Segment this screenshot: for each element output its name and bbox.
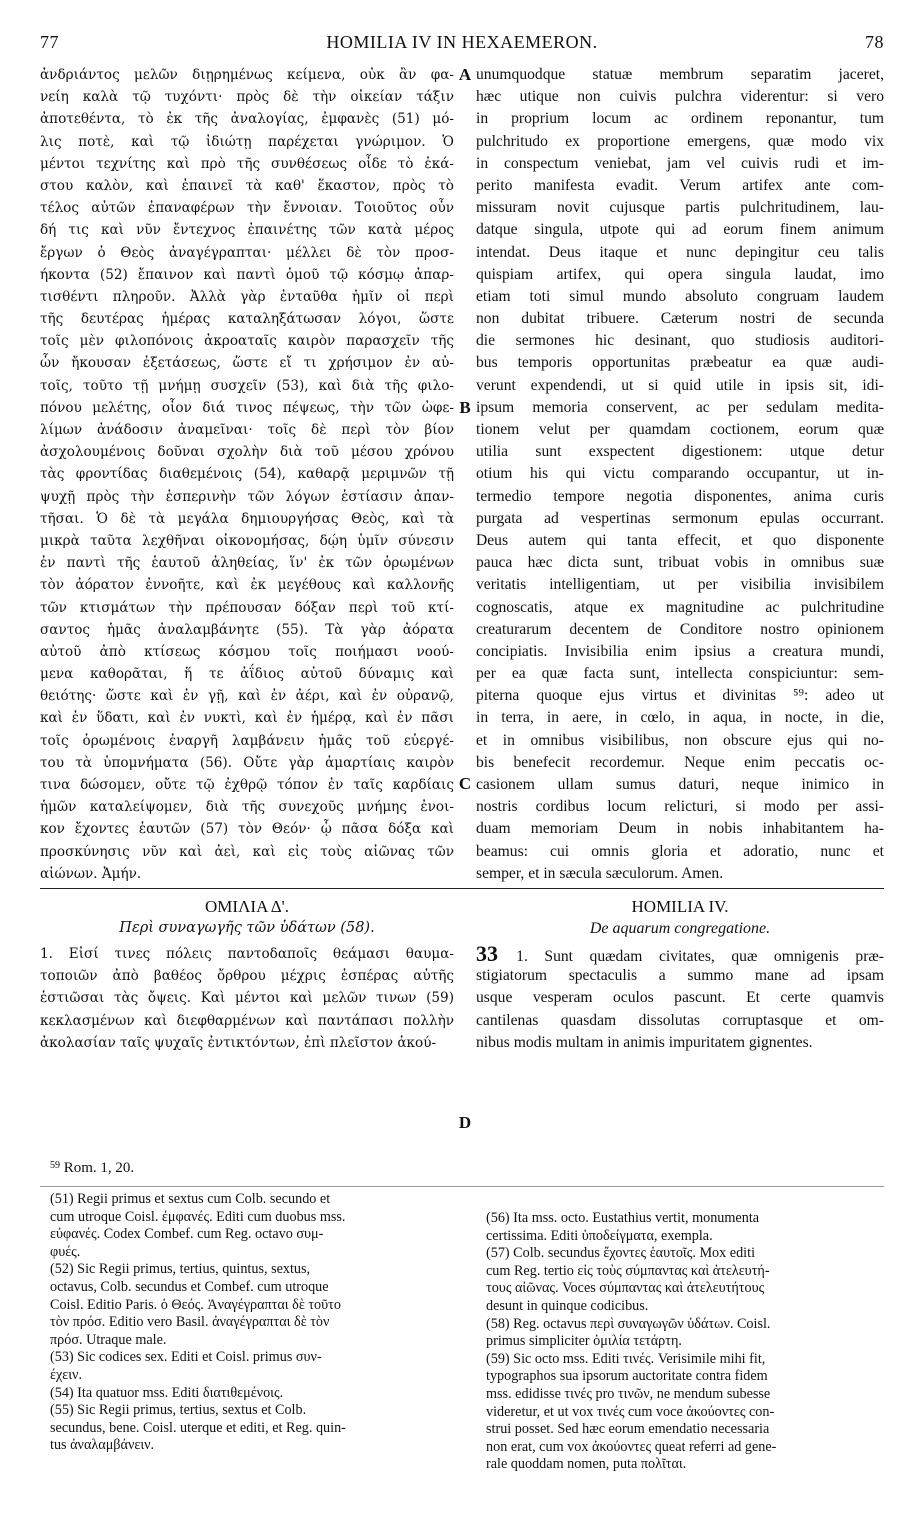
greek-homily-title: ΟΜΙΛΙΑ Δ'. (205, 897, 289, 916)
note-line: non erat, cum vox ἀκούοντες queat referri ad gene- (486, 1438, 777, 1455)
latin-text-line: cognoscatis, atque ex magnitudine ac pulchritudine (476, 598, 884, 616)
greek-text-line: αὐτοῦ ἀπὸ κτίσεως κόσμου τοῖς ποιήμασι νοού- (40, 643, 454, 660)
greek-text-line: τῆς δευτέρας ἡμέρας καταληξάτωσαν λόγοι, ὥστε (40, 311, 454, 328)
note-line: (57) Colb. secundus ἔχοντες ἑαυτοῖς. Mox editi (486, 1245, 756, 1262)
note-line: strui posset. Sed hæc eorum emendatio necessaria (486, 1421, 770, 1438)
latin-text-line: unumquodque statuæ membrum separatim jaceret, (476, 66, 884, 83)
latin-homily-line: usque vesperam oculos pascunt. Et certe quamvis (476, 989, 884, 1007)
greek-text-line: τὸν ἀόρατον ἐννοῆτε, καὶ ἐκ μεγέθους καὶ καλλονῆς (40, 577, 454, 594)
latin-text-line: beamus: cui omnis gloria et adoratio, nunc et (476, 842, 884, 860)
note-line: εὐφανές. Codex Combef. cum Reg. octavo συμ- (50, 1226, 324, 1243)
note-line: τὸν πρόσ. Editio vero Basil. ἀναγέγραπται δὲ τὸν (50, 1314, 330, 1331)
note-line: octavus, Colb. secundus et Combef. cum utroque (50, 1278, 329, 1295)
greek-text-line: κον ἔχοντες ἑαυτῶν (57) τὸν Θεόν· ᾧ πᾶσα δόξα καὶ (40, 821, 454, 838)
greek-text-line: δή τις καὶ νῦν ἔντεχνος ἐπαινέτης τῶν κατὰ μέρος (40, 222, 454, 239)
note-line: cum Reg. tertio εἰς τοὺς σύμπαντας καὶ ἀτελευτή- (486, 1262, 770, 1279)
latin-text-line: intendat. Deus itaque et nunc depingitur ceu talis (476, 243, 884, 261)
greek-text-line: τοῖς, τοῦτο τῇ μνήμῃ συσχεῖν (53), καὶ διὰ τῆς φιλο- (40, 377, 454, 394)
greek-homily-line: 1. Εἰσί τινες πόλεις παντοδαποῖς θεάμασι θαυμα- (40, 946, 454, 962)
latin-text-line: missuram novit cujusque partis pulchritudinem, lau- (476, 199, 884, 217)
note-line: videretur, et ut vox τινές cum voce ἀκούοντες con- (486, 1403, 775, 1420)
section-marker-a: A (458, 65, 472, 84)
greek-text-line: αἰώνων. Ἀμήν. (40, 865, 142, 882)
note-line: cum utroque Coisl. ἐμφανές. Editi cum duobus mss. (50, 1208, 346, 1225)
latin-text-line: datque singula, utpote qui ad eorum finem animum (476, 221, 884, 239)
note-line: τους αἰῶνας. Voces σύμπαντας καὶ ἀτελευτήτους (486, 1280, 765, 1297)
latin-text-line: casionem ullam sumus daturi, neque inimico in (476, 776, 884, 793)
latin-homily-title: HOMILIA IV. (631, 897, 729, 916)
greek-text-line: θειότης· ὥστε καὶ ἐν γῇ, καὶ ἐν ἀέρι, καὶ ἐν οὐρανῷ, (40, 688, 454, 705)
latin-homily-line: stigiatorum spectaculis a summo mane ad ipsam (476, 967, 884, 985)
running-title: HOMILIA IV IN HEXAEMERON. (326, 32, 598, 52)
section-marker-c: C (458, 774, 472, 793)
latin-text-line: concipiatis. Invisibilia enim ipsius a creatura mundi, (476, 642, 884, 660)
page-number-right: 78 (865, 32, 884, 52)
latin-text-line: duam memoriam Deum in nobis inhabitantem ha- (476, 820, 884, 838)
greek-text-line: ἀσχολουμένοις δοῦναι σχολὴν διὰ τοῦ μέσου χρόνου (40, 444, 454, 461)
greek-text-line: μέντοι τεχνίτης καὶ πρὸ τῆς συνθέσεως οἶδε τὸ ἑκά- (40, 155, 454, 172)
notes-divider (40, 1186, 884, 1187)
latin-text-line: otium his qui victu comparando occupantur, ut in- (476, 465, 884, 483)
greek-text-line: τινα δώσομεν, οὔτε τῷ ἐχθρῷ τόπον ἐν ταῖς καρδίαις (40, 777, 454, 793)
greek-homily-line: τοποιῶν ἀπὸ βαθέος ὄρθρου μέχρις ἑσπέρας αὐτῆς (40, 968, 454, 985)
latin-homily-line: cantilenas quasdam dissolutas corruptasque et om- (476, 1011, 884, 1029)
section-marker-b: B (459, 398, 471, 417)
note-line: certissima. Editi ὑποδείγματα, exempla. (486, 1227, 713, 1244)
greek-text-line: του τὰ ὑπομνήματα (56). Οὔτε γὰρ ἁμαρτίαις καιρὸν (40, 754, 454, 771)
note-line: (52) Sic Regii primus, tertius, quintus, sextus, (50, 1261, 311, 1278)
greek-homily-line: ἀκολασίαν ταῖς ψυχαῖς ἐντικτόντων, ἐπὶ πλεῖστον ἀκού- (40, 1034, 437, 1051)
greek-text-line: προσκύνησις νῦν καὶ ἀεὶ, καὶ εἰς τοὺς αἰῶνας τῶν (40, 843, 454, 860)
latin-text-line: nostris cordibus locum relicturi, si modo per assi- (476, 798, 884, 816)
note-line: desunt in quinque codicibus. (486, 1297, 649, 1314)
greek-text-line: μικρὰ ταῦτα λεχθῆναι οἰκονομήσας, δῴη ὑμῖν σύνεσιν (40, 532, 454, 549)
latin-text-line: bus temporis opportunitas præbeatur ea quæ audi- (476, 354, 884, 372)
section-divider (40, 888, 884, 889)
scripture-footnote-text: Rom. 1, 20. (63, 1160, 135, 1176)
note-line: (53) Sic codices sex. Editi et Coisl. primus συν- (50, 1349, 322, 1366)
section-marker-d: D (458, 1113, 472, 1132)
note-line: primus simpliciter ὁμιλία τετάρτη. (486, 1333, 682, 1350)
note-line: (55) Sic Regii primus, tertius, sextus et Colb. (50, 1402, 307, 1419)
note-line: typographos sua ipsorum auctoritate contra fidem (486, 1368, 768, 1385)
note-line: mss. edidisse τινές pro τινῶν, ne mendum subesse (486, 1385, 771, 1402)
greek-text-line: σαντος ἡμᾶς ἀναλαμβάνητε (55). Τὰ γὰρ ἀόρατα (40, 621, 454, 638)
note-line: (56) Ita mss. octo. Eustathius vertit, monumenta (486, 1210, 760, 1226)
greek-homily-line: ἑστιῶσαι τὰς ὄψεις. Καὶ μέντοι καὶ μελῶν τινων (59) (40, 990, 454, 1007)
greek-text-line: τοῖς μὲν φιλοπόνοις ἀκροαταῖς καιρὸν παρασχεῖν τῆς (40, 333, 454, 350)
note-line: (59) Sic octo mss. Editi τινές. Verisimile mihi fit, (486, 1350, 766, 1367)
latin-text-line: tionem velut per quamdam coctionem, eorum quæ (476, 421, 884, 438)
latin-text-line: die sermones hic desinant, quo studiosis auditori- (476, 332, 884, 350)
column-number: 33 (476, 943, 517, 966)
latin-column-top (476, 64, 884, 885)
note-line: πρόσ. Utraque male. (50, 1331, 167, 1348)
page-number-left: 77 (40, 32, 59, 52)
latin-text-line: quispiam artifex, qui opera singula laudat, imo (476, 265, 884, 283)
latin-text-line: in proprium locum ac ordinem reponantur, tum (476, 110, 884, 128)
latin-text-line: bis benefecit recordemur. Neque enim peccatis oc- (476, 753, 884, 771)
note-line: rale quoddam nomen, puta πολῖται. (486, 1456, 687, 1473)
latin-text-line: ipsum memoria conservent, ac per sedulam medita- (476, 398, 884, 416)
latin-text-line: perito manifesta evadit. Verum artifex ante com- (476, 176, 884, 194)
latin-text-line: et in omnibus visibilibus, non obscure ejus qui no- (476, 731, 884, 749)
greek-text-line: ἀποτεθέντα, τὸ ἐκ τῆς ἀναλογίας, ἐμφανὲς (51) μό- (40, 111, 454, 128)
greek-text-line: ήκοντα (52) ἔπαινον καὶ παντὶ ὁμοῦ τῷ κόσμῳ ἀπαρ- (40, 266, 454, 283)
scripture-footnote (50, 1160, 134, 1177)
greek-homily-text (40, 943, 454, 1054)
greek-text-line: νείη καλὰ τῷ τυχόντι· πρὸς δὲ τὴν οἰκείαν τάξιν (40, 89, 454, 106)
latin-homily-line: 33 1. Sunt quædam civitates, quæ omnigenis præ- (476, 943, 884, 966)
greek-text-line: πόνου μελέτης, οἷον διά τινος πέψεως, τὴν τῶν ὠφε- (40, 399, 454, 416)
note-line: έχειν. (50, 1366, 82, 1383)
latin-text-line: pulchritudo ex proportione emergens, quæ modo vix (476, 132, 884, 150)
greek-text-line: ἔργων ὁ Θεὸς ἀναγέγραπται· μέλλει δὲ τὸν προσ- (40, 244, 454, 261)
latin-homily-subtitle: De aquarum congregatione. (589, 920, 771, 937)
note-line: Coisl. Editio Paris. ὁ Θεός. Ἀναγέγραπται δὲ τοῦτο (50, 1296, 341, 1313)
latin-text-line: verunt expendendi, ut si quid utile in ipsis sit, idi- (476, 376, 884, 394)
latin-text-line: etiam toti simul mundo absoluto congruam laudem (476, 287, 884, 305)
latin-homily-line: nibus modis multam in animis impuritatem gignentes. (476, 1033, 813, 1051)
note-line: secundus, bene. Coisl. uterque et editi, et Reg. quin- (50, 1419, 346, 1436)
greek-text-line: τῆσαι. Ὁ δὲ τὰ μεγάλα δημιουργήσας Θεὸς, καὶ τὰ (40, 510, 454, 527)
latin-text-line: veritatis intelligentiam, ut per visibilia invisibilem (476, 576, 884, 594)
greek-column-top (40, 64, 454, 885)
latin-text-line: pauca hæc dicta sunt, tribuat vobis in omnibus suæ (476, 554, 884, 572)
latin-text-line: in conspectum veniebat, jam vel cuivis rudi et im- (476, 154, 884, 172)
greek-text-line: τοῖς ὁρωμένοις ἐναργῆ λαμβάνειν ἡμᾶς τοῦ εὐεργέ- (40, 732, 454, 749)
latin-text-line: creaturarum decentem de Conditore nostro opinionem (476, 620, 884, 638)
latin-text-line: per ea quæ facta sunt, intellecta conspiciuntur: sem- (476, 665, 884, 683)
note-line: (58) Reg. octavus περὶ συναγωγῶν ὑδάτων. Coisl. (486, 1315, 771, 1332)
greek-text-line: ἡμῶν καταλείψομεν, διὰ τῆς συνεχοῦς μνήμης ἐνοι- (40, 799, 454, 816)
greek-text-line: ψυχῇ πρὸς τὴν ἑσπερινὴν τῶν λόγων ἑστίασιν ἀπαν- (40, 488, 454, 505)
greek-text-line: λις ποτὲ, καὶ τῷ ἰδιώτῃ παρέχεται γνώριμον. Ὁ (40, 133, 454, 150)
greek-homily-subtitle: Περὶ συναγωγῆς τῶν ὑδάτων (58). (119, 920, 375, 936)
greek-text-line: τὰς φροντίδας διαθεμένοις (54), καθαρᾷ μεριμνῶν τῇ (40, 466, 454, 483)
greek-text-line: καὶ ἐν ὕδατι, καὶ ἐν νυκτὶ, καὶ ἐν ἡμέρᾳ, καὶ ἐν πᾶσι (40, 710, 454, 727)
latin-text-line: termedio tempore negotia disponentes, anima curis (476, 487, 884, 505)
greek-text-line: ἀνδριάντος μελῶν διῃρημένως κείμενα, οὐκ ἂν φα- (40, 67, 454, 83)
note-line: (54) Ita quatuor mss. Editi διατιθεμένοις. (50, 1384, 284, 1401)
critical-notes-left (50, 1191, 454, 1455)
greek-text-line: τισθέντι πληροῦν. Ἀλλὰ γὰρ ἐνταῦθα ἡμῖν οἱ περὶ (40, 288, 454, 305)
greek-text-line: μενα καθορᾶται, ἥ τε ἀΐδιος αὐτοῦ δύναμις καὶ (40, 666, 454, 683)
greek-text-line: λίμων ἀνάδοσιν ἀναμεῖναι· τοῖς δὲ περὶ τὸν βίον (40, 422, 454, 438)
latin-homily-text (476, 943, 884, 1054)
greek-homily-line: κεκλασμένων καὶ διεφθαρμένων καὶ παντάπασι πολλὴν (40, 1012, 454, 1029)
latin-text-line: piterna quoque ejus virtus et divinitas ⁵⁹: adeo ut (476, 687, 884, 705)
latin-text-line: non dubitat tribuere. Cæterum nostri de secunda (476, 310, 884, 328)
greek-text-line: τῶν κτισμάτων τὴν πρέπουσαν δόξαν περὶ τοῦ κτί- (40, 599, 454, 616)
note-line: φυές. (50, 1243, 81, 1260)
note-line: tus ἀναλαμβάνειν. (50, 1437, 155, 1454)
running-header (40, 32, 884, 56)
greek-text-line: ἐν παντὶ τῆς ἑαυτοῦ ἀληθείας, ἵν' ἐκ τῶν ὁρωμένων (40, 555, 454, 572)
latin-text-line: hæc utique non cuivis pulchra viderentur: si vero (476, 88, 884, 106)
latin-text-line: in terra, in aere, in cœlo, in aqua, in nocte, in die, (476, 709, 884, 727)
latin-text-line: purgata ad vespertinas sermonum epulas occurrant. (476, 509, 884, 527)
scripture-footnote-number: 59 (50, 1160, 60, 1171)
greek-text-line: στου καλὸν, καὶ ἐπαινεῖ τὰ καθ' ἕκαστον, πρὸς τὸ (40, 177, 454, 194)
latin-text-line: semper, et in sæcula sæculorum. Amen. (476, 864, 724, 882)
latin-text-line: Deus autem qui tanta effecit, et quo disponente (476, 531, 884, 549)
latin-text-line: utilia sunt exspectent digestionem: utque detur (476, 443, 884, 461)
greek-text-line: τέλος αὐτῶν ἐπαναφέρων τὴν ἔννοιαν. Τοιοῦτος οὖν (40, 200, 454, 217)
critical-notes-right (486, 1210, 884, 1474)
greek-text-line: ὧν ἤκουσαν ἐξετάσεως, ὥστε εἴ τι χρήσιμον ἐν αὐ- (40, 355, 454, 372)
note-line: (51) Regii primus et sextus cum Colb. secundo et (50, 1191, 331, 1207)
